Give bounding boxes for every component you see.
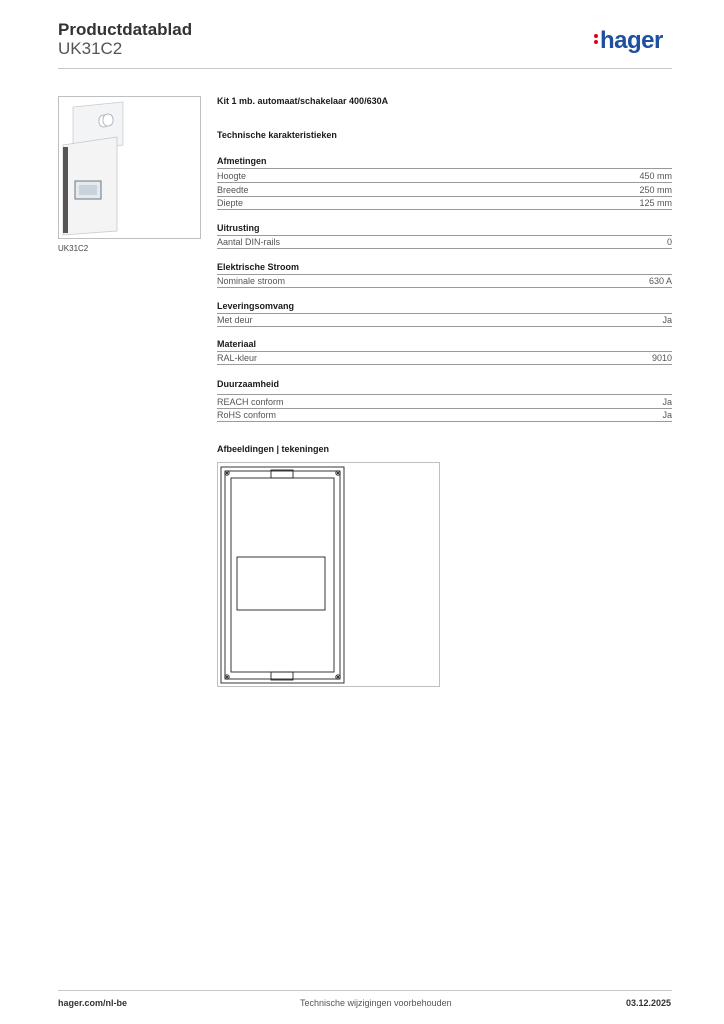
spec-value: 450 mm bbox=[639, 170, 672, 181]
front-view-drawing-icon bbox=[218, 463, 439, 686]
page-title: Productdatablad bbox=[58, 20, 193, 39]
footer-notice: Technische wijzigingen voorbehouden bbox=[300, 998, 452, 1008]
spec-value: 125 mm bbox=[639, 198, 672, 208]
footer-date: 03.12.2025 bbox=[626, 998, 672, 1008]
spec-value: 0 bbox=[666, 237, 672, 247]
spec-row bbox=[217, 313, 672, 327]
spec-value: Ja bbox=[662, 410, 672, 420]
spec-label: Diepte bbox=[217, 198, 244, 208]
spec-label: Hoogte bbox=[217, 170, 247, 181]
section-title-uitrusting: Uitrusting bbox=[217, 223, 260, 233]
product-description: Kit 1 mb. automaat/schakelaar 400/630A bbox=[217, 96, 389, 106]
spec-label: Aantal DIN-rails bbox=[217, 237, 281, 247]
section-title-leveringsomvang: Leveringsomvang bbox=[217, 301, 295, 311]
spec-row bbox=[217, 196, 672, 210]
spec-row bbox=[217, 408, 672, 422]
product-photo bbox=[58, 96, 201, 239]
photo-caption: UK31C2 bbox=[58, 244, 89, 253]
logo-text: hager bbox=[600, 27, 663, 54]
spec-value: 250 mm bbox=[639, 184, 672, 195]
logo-dots-icon bbox=[594, 32, 598, 46]
spec-label: Breedte bbox=[217, 184, 249, 195]
spec-value: Ja bbox=[662, 315, 672, 325]
section-title-materiaal: Materiaal bbox=[217, 339, 257, 349]
spec-row bbox=[217, 394, 672, 408]
spec-row bbox=[217, 274, 672, 288]
tech-heading: Technische karakteristieken bbox=[217, 130, 337, 140]
drawings-title: Afbeeldingen | tekeningen bbox=[217, 444, 330, 454]
spec-label: RAL-kleur bbox=[217, 353, 258, 363]
product-photo-icon bbox=[59, 97, 200, 238]
spec-value: Ja bbox=[662, 396, 672, 407]
hager-logo bbox=[594, 27, 663, 55]
header-divider bbox=[58, 68, 672, 69]
spec-value: 630 A bbox=[648, 276, 672, 286]
section-title-afmetingen: Afmetingen bbox=[217, 156, 267, 166]
spec-label: RoHS conform bbox=[217, 410, 277, 420]
footer-website-link[interactable]: hager.com/nl-be bbox=[58, 998, 128, 1008]
spec-row bbox=[217, 168, 672, 182]
spec-row bbox=[217, 182, 672, 196]
spec-row bbox=[217, 351, 672, 365]
spec-value: 9010 bbox=[651, 353, 672, 363]
technical-drawing bbox=[217, 462, 440, 687]
spec-row bbox=[217, 235, 672, 249]
spec-label: Met deur bbox=[217, 315, 253, 325]
product-code: UK31C2 bbox=[58, 39, 123, 58]
section-title-duurzaamheid: Duurzaamheid bbox=[217, 379, 280, 389]
section-title-elektrische-stroom: Elektrische Stroom bbox=[217, 262, 300, 272]
footer-divider bbox=[58, 990, 672, 991]
spec-label: REACH conform bbox=[217, 396, 284, 407]
spec-label: Nominale stroom bbox=[217, 276, 286, 286]
